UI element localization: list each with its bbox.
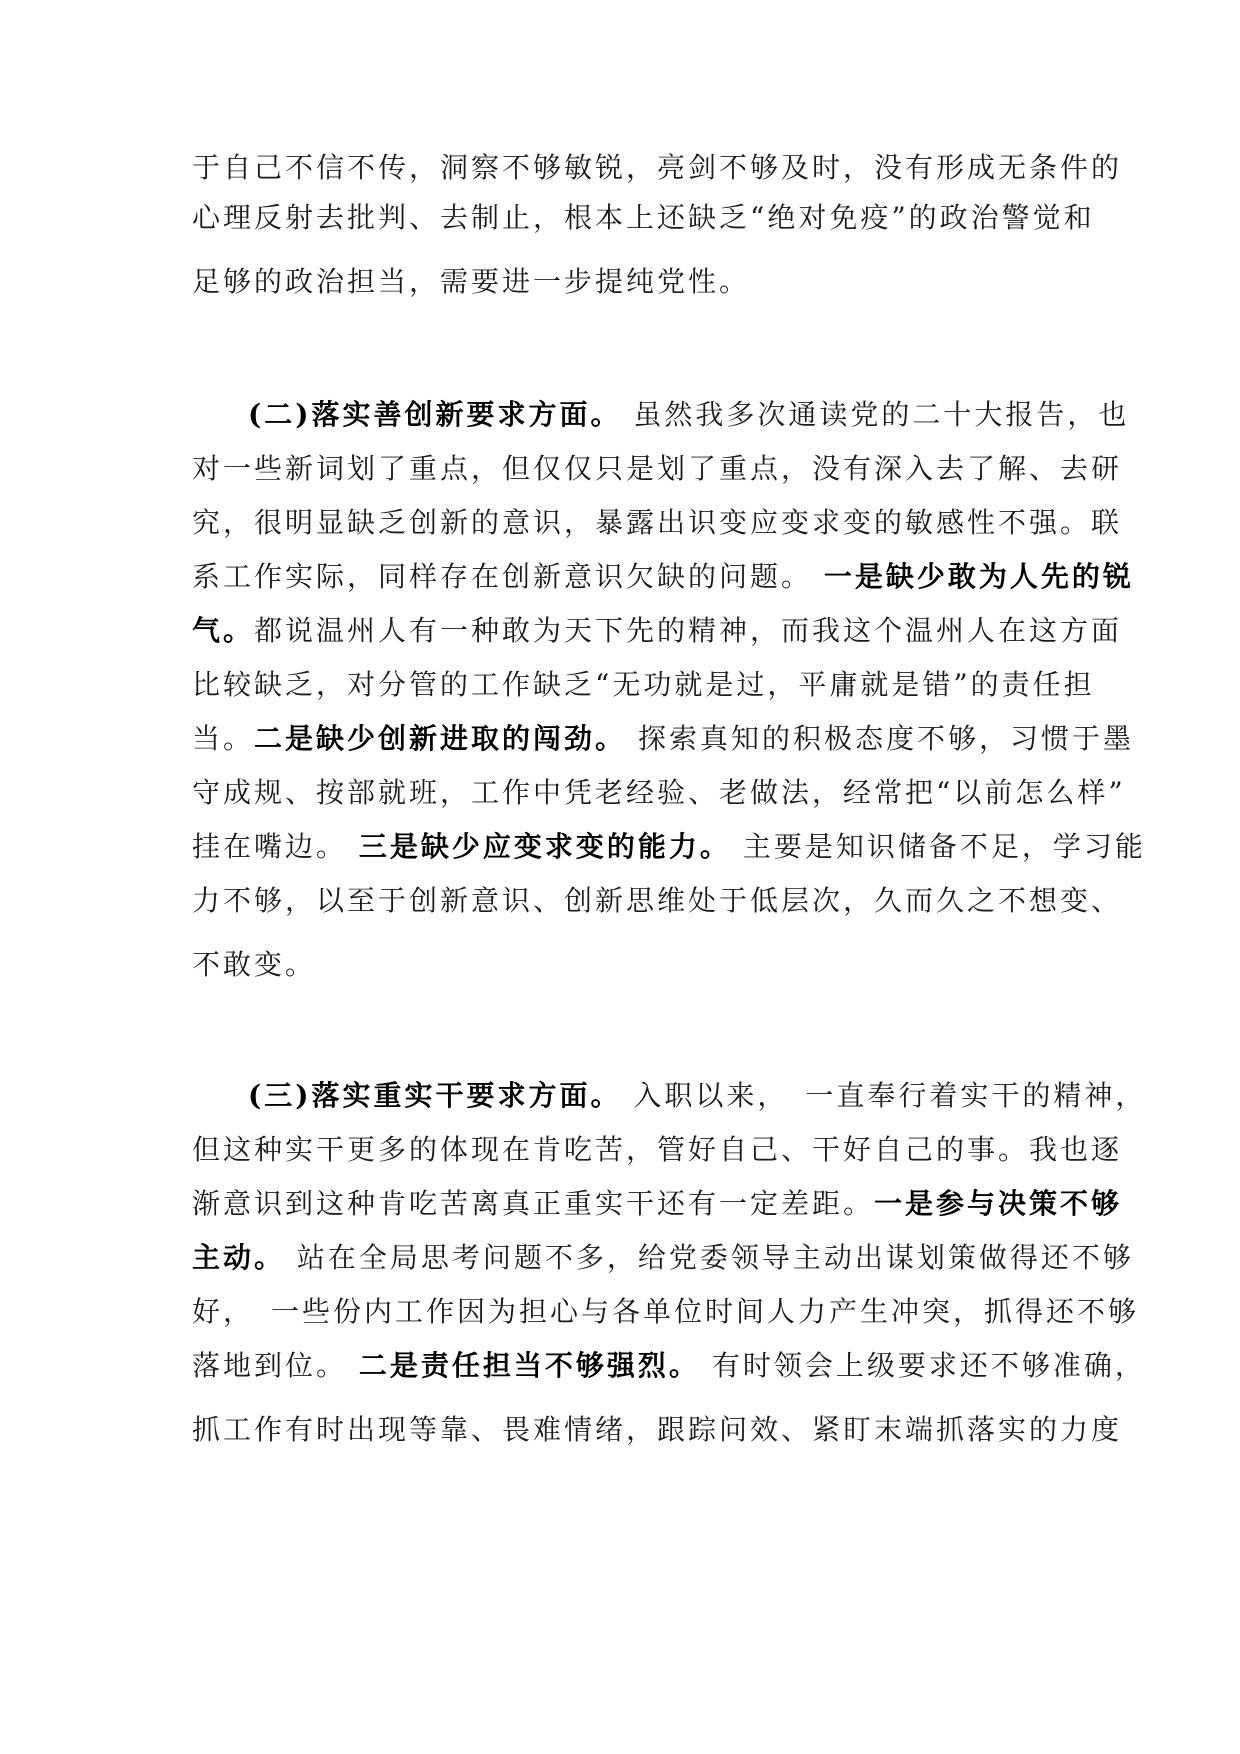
paragraph-line (192, 827, 1146, 867)
paragraph-line: 但这种实干更多的体现在肯吃苦，管好自己、干好自己的事。我也逐 (192, 1133, 1123, 1166)
paragraph-line: 比较缺乏，对分管的工作缺乏“无功就是过，平庸就是错”的责任担 (192, 668, 1095, 701)
paragraph-line (192, 1346, 1146, 1386)
paragraph-text: 入职以来， 一直奉行着实干的精神， (633, 1079, 1147, 1112)
paragraph-text: 有时领会上级要求还不够准确， (711, 1349, 1146, 1382)
paragraph-text: 当。 (192, 722, 255, 755)
point-heading: 三是缺少应变求变的能力。 (358, 830, 731, 863)
paragraph-line: 抓工作有时出现等靠、畏难情绪，跟踪问效、紧盯末端抓落实的力度 (192, 1413, 1123, 1446)
point-heading: 气。 (192, 614, 255, 647)
paragraph-text: 挂在嘴边。 (192, 830, 348, 863)
paragraph-line (192, 719, 1134, 759)
paragraph-line: 不敢变。 (192, 948, 317, 981)
section-2-first-line (248, 395, 1130, 435)
paragraph-line: 力不够，以至于创新意识、创新思维处于低层次，久而久之不想变、 (192, 884, 1123, 917)
paragraph-text: 系工作实际，同样存在创新意识欠缺的问题。 (192, 560, 813, 593)
point-heading: 一是缺少敢为人先的锐 (823, 560, 1134, 593)
paragraph-text: 都说温州人有一种敢为天下先的精神，而我这个温州人在这方面 (254, 614, 1123, 647)
point-heading: 主动。 (192, 1241, 286, 1274)
paragraph-text: 主要是知识储备不足，学习能 (742, 830, 1146, 863)
paragraph-line (192, 611, 1123, 651)
paragraph-line: 对一些新词划了重点，但仅仅只是划了重点，没有深入去了解、去研 (192, 452, 1123, 485)
section-2-heading: (二)落实善创新要求方面。 (248, 398, 622, 431)
paragraph-text: 落地到位。 (192, 1349, 348, 1382)
paragraph-line: 好， 一些份内工作因为担心与各单位时间人力产生冲突，抓得还不够 (192, 1295, 1140, 1328)
section-3-first-line (248, 1076, 1147, 1116)
paragraph-text: 探索真知的积极态度不够，习惯于墨 (637, 722, 1134, 755)
paragraph-line (192, 1238, 1134, 1278)
point-heading: 二是缺少创新进取的闯劲。 (254, 722, 627, 755)
paragraph-line (192, 557, 1134, 597)
paragraph-line: 究，很明显缺乏创新的意识，暴露出识变应变求变的敏感性不强。联 (192, 506, 1123, 539)
paragraph-text: 虽然我多次通读党的二十大报告，也 (633, 398, 1130, 431)
paragraph-line: 足够的政治担当，需要进一步提纯党性。 (192, 265, 751, 298)
section-3-heading: (三)落实重实干要求方面。 (248, 1079, 622, 1112)
paragraph-text: 站在全局思考问题不多，给党委领导主动出谋划策做得还不够 (296, 1241, 1134, 1274)
point-heading: 二是责任担当不够强烈。 (358, 1349, 700, 1382)
paragraph-line (192, 1184, 1123, 1224)
paragraph-line: 守成规、按部就班，工作中凭老经验、老做法，经常把“以前怎么样” (192, 776, 1126, 809)
paragraph-line: 心理反射去批判、去制止，根本上还缺乏“绝对免疫”的政治警觉和 (192, 201, 1095, 234)
paragraph-text: 渐意识到这种肯吃苦离真正重实干还有一定差距。 (192, 1187, 875, 1220)
point-heading: 一是参与决策不够 (874, 1187, 1123, 1220)
paragraph-line: 于自己不信不传，洞察不够敏锐，亮剑不够及时，没有形成无条件的 (192, 151, 1123, 184)
